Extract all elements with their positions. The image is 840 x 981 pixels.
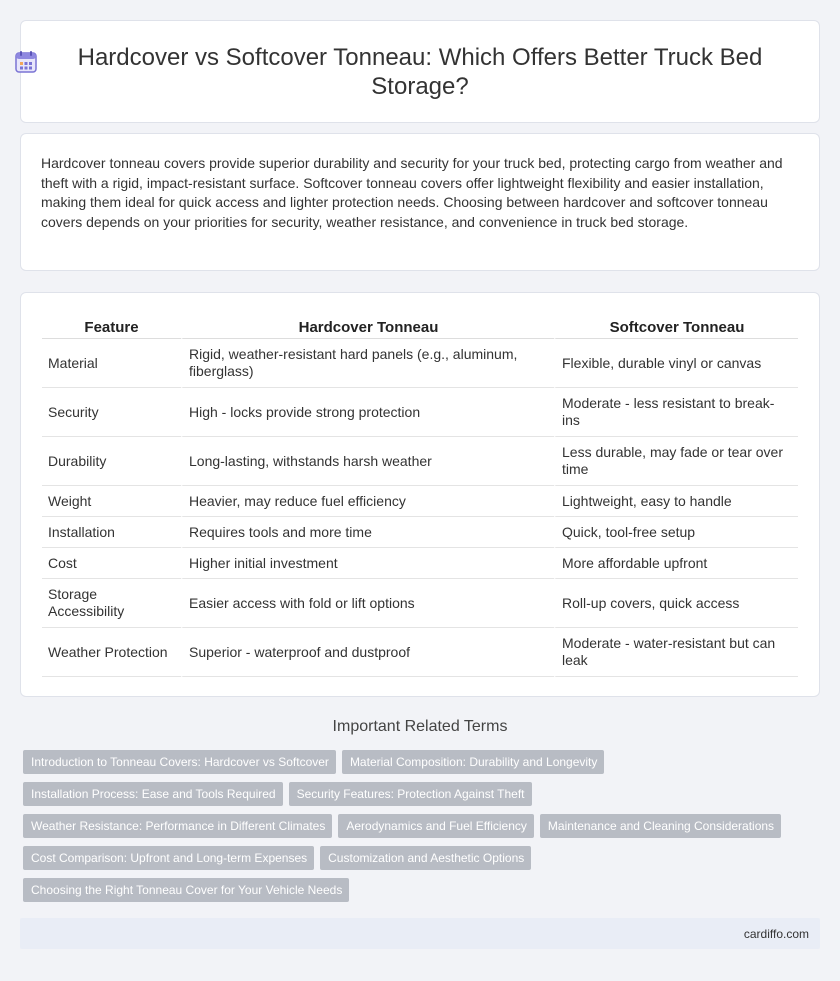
tag-link[interactable]: Maintenance and Cleaning Considerations — [540, 814, 781, 838]
related-tags — [23, 750, 813, 910]
softcover-cell: Quick, tool-free setup — [554, 517, 798, 548]
table-row — [42, 628, 798, 677]
comparison-table-card — [20, 292, 820, 697]
feature-cell: Weather Protection — [42, 628, 181, 677]
feature-cell: Weight — [42, 486, 181, 517]
related-terms-title: Important Related Terms — [332, 718, 508, 735]
related-terms-section — [0, 718, 840, 736]
hardcover-cell: Easier access with fold or lift options — [181, 579, 554, 628]
feature-cell: Durability — [42, 437, 181, 486]
page-title: Hardcover vs Softcover Tonneau: Which Offers Better Truck Bed Storage? — [77, 44, 763, 100]
footer — [20, 918, 820, 949]
hardcover-cell: Higher initial investment — [181, 548, 554, 579]
hardcover-cell: Long-lasting, withstands harsh weather — [181, 437, 554, 486]
title-wrap — [61, 43, 779, 101]
hardcover-cell: Rigid, weather-resistant hard panels (e.g., aluminum, fiberglass) — [181, 339, 554, 388]
tag-link[interactable]: Security Features: Protection Against Theft — [289, 782, 532, 806]
tag-link[interactable]: Material Composition: Durability and Longevity — [342, 750, 604, 774]
softcover-cell: Lightweight, easy to handle — [554, 486, 798, 517]
tag-link[interactable]: Weather Resistance: Performance in Different Climates — [23, 814, 332, 838]
header-feature: Feature — [42, 313, 181, 339]
tag-link[interactable]: Choosing the Right Tonneau Cover for Your Vehicle Needs — [23, 878, 349, 902]
feature-cell: Installation — [42, 517, 181, 548]
tag-link[interactable]: Aerodynamics and Fuel Efficiency — [338, 814, 534, 838]
hardcover-cell: Superior - waterproof and dustproof — [181, 628, 554, 677]
hardcover-cell: High - locks provide strong protection — [181, 388, 554, 437]
comparison-table — [42, 313, 798, 677]
header-hardcover: Hardcover Tonneau — [181, 313, 554, 339]
softcover-cell: Roll-up covers, quick access — [554, 579, 798, 628]
table-row — [42, 548, 798, 579]
calendar-icon — [14, 50, 38, 74]
feature-cell: Material — [42, 339, 181, 388]
feature-cell: Storage Accessibility — [42, 579, 181, 628]
softcover-cell: Less durable, may fade or tear over time — [554, 437, 798, 486]
table-row — [42, 388, 798, 437]
tag-link[interactable]: Introduction to Tonneau Covers: Hardcover vs Softcover — [23, 750, 336, 774]
intro-paragraph: Hardcover tonneau covers provide superior durability and security for your truck bed, protecting cargo from weather and theft with a rigid, impact-resistant surface. Softcover tonneau covers offer lightweight flexibility and easier installation, making them ideal for quick access and lighter protection needs. Choosing between hardcover and softcover tonneau covers depends on your priorities for security, weather resistance, and convenience in truck bed storage. — [41, 155, 783, 230]
softcover-cell: Flexible, durable vinyl or canvas — [554, 339, 798, 388]
footer-site-link[interactable]: cardiffo.com — [743, 927, 809, 941]
title-card — [20, 20, 820, 123]
table-row — [42, 579, 798, 628]
softcover-cell: Moderate - water-resistant but can leak — [554, 628, 798, 677]
softcover-cell: Moderate - less resistant to break-ins — [554, 388, 798, 437]
feature-cell: Cost — [42, 548, 181, 579]
feature-cell: Security — [42, 388, 181, 437]
tag-link[interactable]: Cost Comparison: Upfront and Long-term Expenses — [23, 846, 314, 870]
tag-link[interactable]: Installation Process: Ease and Tools Required — [23, 782, 283, 806]
softcover-cell: More affordable upfront — [554, 548, 798, 579]
table-header-row — [42, 313, 798, 339]
tag-link[interactable]: Customization and Aesthetic Options — [320, 846, 531, 870]
hardcover-cell: Requires tools and more time — [181, 517, 554, 548]
hardcover-cell: Heavier, may reduce fuel efficiency — [181, 486, 554, 517]
table-row — [42, 517, 798, 548]
table-row — [42, 486, 798, 517]
table-row — [42, 339, 798, 388]
intro-card — [20, 133, 820, 271]
table-row — [42, 437, 798, 486]
header-softcover: Softcover Tonneau — [554, 313, 798, 339]
